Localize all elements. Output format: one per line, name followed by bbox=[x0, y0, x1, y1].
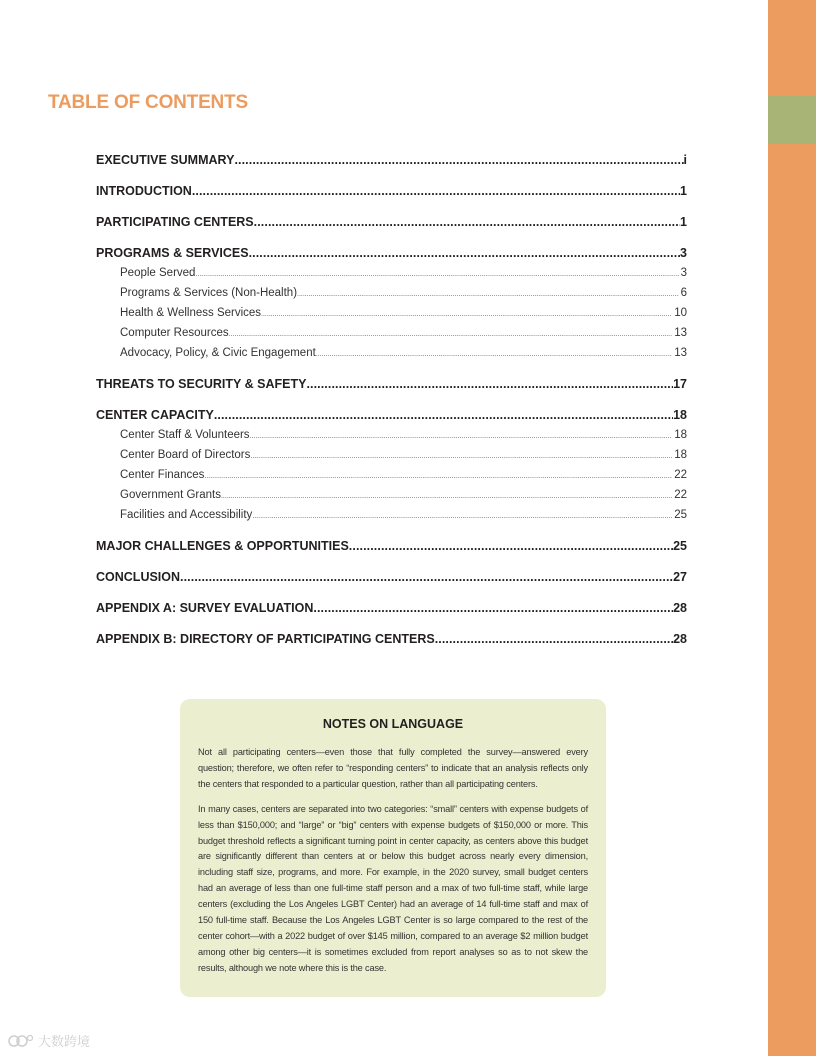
toc-label: MAJOR CHALLENGES & OPPORTUNITIES bbox=[96, 539, 349, 553]
toc-page-number: 27 bbox=[673, 570, 687, 584]
toc-entry-conclusion[interactable] bbox=[96, 567, 687, 587]
toc-entry-participating-centers[interactable] bbox=[96, 212, 687, 232]
toc-label: Center Board of Directors bbox=[120, 449, 251, 461]
toc-page-number: 28 bbox=[673, 632, 687, 646]
toc-entry-appendix-a[interactable] bbox=[96, 598, 687, 618]
dot-leader bbox=[221, 487, 672, 507]
toc-subentry-programs-non-health[interactable] bbox=[96, 283, 687, 303]
toc-label: Computer Resources bbox=[120, 327, 229, 339]
dot-leader bbox=[250, 427, 673, 447]
dot-leader bbox=[180, 567, 673, 587]
toc-entry-threats[interactable] bbox=[96, 374, 687, 394]
toc-subentry-computer-resources[interactable] bbox=[96, 323, 687, 343]
toc-subentry-staff-volunteers[interactable] bbox=[96, 425, 687, 445]
toc-page-number: 17 bbox=[673, 377, 687, 391]
toc-subentry-advocacy[interactable] bbox=[96, 343, 687, 363]
toc-subentry-health-wellness[interactable] bbox=[96, 303, 687, 323]
watermark-text: 大数跨境 bbox=[38, 1034, 91, 1049]
watermark-logo-icon bbox=[8, 1033, 34, 1049]
toc-page-number: 13 bbox=[674, 327, 687, 339]
dot-leader bbox=[204, 467, 672, 487]
toc-label: Health & Wellness Services bbox=[120, 307, 262, 319]
toc-label: APPENDIX B: DIRECTORY OF PARTICIPATING CENTERS bbox=[96, 632, 435, 646]
dot-leader bbox=[214, 405, 673, 425]
dot-leader bbox=[249, 243, 680, 263]
toc-page-number: 22 bbox=[674, 469, 687, 481]
toc-label: EXECUTIVE SUMMARY bbox=[96, 153, 235, 167]
toc-subentry-people-served[interactable] bbox=[96, 263, 687, 283]
toc-subentry-government-grants[interactable] bbox=[96, 485, 687, 505]
toc-label: Facilities and Accessibility bbox=[120, 509, 253, 521]
dot-leader bbox=[316, 345, 672, 365]
toc-subentry-board[interactable] bbox=[96, 445, 687, 465]
toc-page-number: 18 bbox=[674, 429, 687, 441]
toc-page-number: 18 bbox=[673, 408, 687, 422]
toc-label: PARTICIPATING CENTERS bbox=[96, 215, 254, 229]
toc-label: CONCLUSION bbox=[96, 570, 181, 584]
toc-page-number: 1 bbox=[680, 184, 687, 198]
toc-label: Government Grants bbox=[120, 489, 221, 501]
toc-label: People Served bbox=[120, 267, 196, 279]
dot-leader bbox=[297, 285, 679, 305]
toc-label: PROGRAMS & SERVICES bbox=[96, 246, 249, 260]
dot-leader bbox=[192, 181, 680, 201]
notes-paragraph-2: In many cases, centers are separated into two categories: “small” centers with expense budgets of less than $150,000; and “large” or “big” centers with expense budgets of $150,000 or more. This budget threshold reflects a significant turning point in center capacity, as centers above this budget are significantly different than centers at or below this budget across nearly every dimension, including staff size, programs, and more. For example, in the 2020 survey, small budget centers had an average of less than one full-time staff person and a max of two full-time staff, while large centers (excluding the Los Angeles LGBT Center) had an average of 14 full-time staff and max of 150 full-time staff. Because the Los Angeles LGBT Center is so large compared to the rest of the center cohort—with a 2022 budget of over $145 million, compared to an average $2 million budget among other big centers—it is sometimes excluded from report analyses so as to not skew the results, although we note where this is the case. bbox=[198, 803, 588, 973]
toc-label: CENTER CAPACITY bbox=[96, 408, 214, 422]
dot-leader bbox=[195, 265, 678, 285]
notes-title: NOTES ON LANGUAGE bbox=[322, 717, 464, 731]
page-title: TABLE OF CONTENTS bbox=[48, 92, 248, 113]
dot-leader bbox=[254, 212, 680, 232]
toc-page-number: 3 bbox=[680, 246, 687, 260]
toc-entry-challenges[interactable] bbox=[96, 536, 687, 556]
toc-entry-programs-services[interactable] bbox=[96, 243, 687, 263]
toc-label: INTRODUCTION bbox=[96, 184, 192, 198]
dot-leader bbox=[229, 325, 673, 345]
dot-leader bbox=[252, 507, 672, 527]
toc-label: Programs & Services (Non-Health) bbox=[120, 287, 298, 299]
toc-entry-introduction[interactable] bbox=[96, 181, 687, 201]
dot-leader bbox=[435, 629, 673, 649]
notes-paragraph-1: Not all participating centers—even those that fully completed the survey—answered every question; therefore, we often refer to “responding centers” to indicate that an analysis reflects only the centers that responded to a particular question, rather than all participating centers. bbox=[198, 747, 588, 789]
toc-page-number: 10 bbox=[674, 307, 687, 319]
toc-entry-appendix-b[interactable] bbox=[96, 629, 687, 649]
dot-leader bbox=[349, 536, 673, 556]
side-stripe-orange bbox=[768, 0, 816, 1056]
dot-leader bbox=[234, 150, 683, 170]
dot-leader bbox=[313, 598, 673, 618]
toc-page-number: 3 bbox=[680, 267, 687, 279]
toc-subentry-finances[interactable] bbox=[96, 465, 687, 485]
toc-label: Center Staff & Volunteers bbox=[120, 429, 250, 441]
toc-page-number: 25 bbox=[674, 509, 687, 521]
toc-subentry-facilities[interactable] bbox=[96, 505, 687, 525]
toc-page-number: 1 bbox=[680, 215, 687, 229]
toc-page-number: 28 bbox=[673, 601, 687, 615]
table-of-contents bbox=[96, 150, 687, 649]
toc-label: Center Finances bbox=[120, 469, 205, 481]
toc-page-number: 25 bbox=[673, 539, 687, 553]
dot-leader bbox=[250, 447, 672, 467]
side-stripe-green bbox=[768, 96, 816, 144]
toc-page-number: 18 bbox=[674, 449, 687, 461]
toc-page-number: 6 bbox=[680, 287, 687, 299]
toc-page-number: i bbox=[683, 153, 687, 167]
toc-label: Advocacy, Policy, & Civic Engagement bbox=[120, 347, 316, 359]
toc-label: THREATS TO SECURITY & SAFETY bbox=[96, 377, 307, 391]
dot-leader bbox=[261, 305, 672, 325]
notes-on-language-box bbox=[180, 699, 606, 997]
toc-entry-executive-summary[interactable] bbox=[96, 150, 687, 170]
watermark bbox=[8, 1031, 90, 1050]
toc-page-number: 13 bbox=[674, 347, 687, 359]
toc-entry-center-capacity[interactable] bbox=[96, 405, 687, 425]
dot-leader bbox=[306, 374, 673, 394]
toc-label: APPENDIX A: SURVEY EVALUATION bbox=[96, 601, 314, 615]
toc-page-number: 22 bbox=[674, 489, 687, 501]
